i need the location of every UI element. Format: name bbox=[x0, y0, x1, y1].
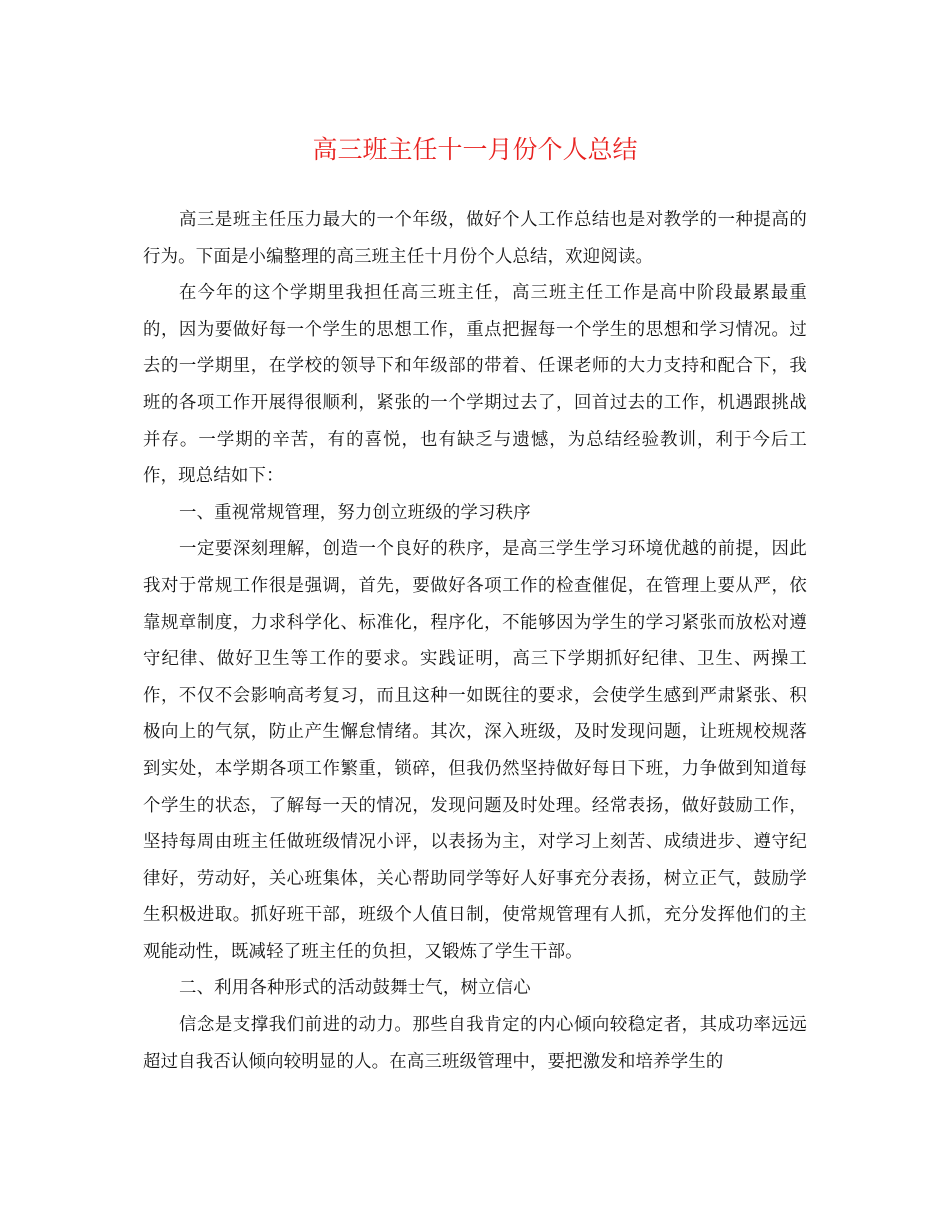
section-heading-1: 一、重视常规管理，努力创立班级的学习秩序 bbox=[179, 502, 531, 523]
document-body bbox=[143, 202, 807, 1080]
document-title: 高三班主任十一月份个人总结 bbox=[312, 135, 638, 164]
paragraph-overview: 在今年的这个学期里我担任高三班主任，高三班主任工作是高中阶段最累最重的，因为要做好每一个学生的思想工作，重点把握每一个学生的思想和学习情况。过去的一学期里，在学校的领导下和年级部的带着、任课老师的大力支持和配合下，我班的各项工作开展得很顺利，紧张的一个学期过去了，回首过去的工作，机遇跟挑战并存。一学期的辛苦，有的喜悦，也有缺乏与遗憾，为总结经验教训，利于今后工作，现总结如下： bbox=[143, 283, 807, 487]
paragraph-section-1: 一定要深刻理解，创造一个良好的秩序，是高三学生学习环境优越的前提，因此我对于常规工作很是强调，首先，要做好各项工作的检查催促，在管理上要从严，依靠规章制度，力求科学化、标准化，程序化，不能够因为学生的学习紧张而放松对遵守纪律、做好卫生等工作的要求。实践证明，高三下学期抓好纪律、卫生、两操工作，不仅不会影响高考复习，而且这种一如既往的要求，会使学生感到严肃紧张、积极向上的气氛，防止产生懈怠情绪。其次，深入班级，及时发现问题，让班规校规落到实处，本学期各项工作繁重，锁碎，但我仍然坚持做好每日下班，力争做到知道每个学生的状态，了解每一天的情况，发现问题及时处理。经常表扬，做好鼓励工作，坚持每周由班主任做班级情况小评，以表扬为主，对学习上刻苦、成绩进步、遵守纪律好，劳动好，关心班集体，关心帮助同学等好人好事充分表扬，树立正气，鼓励学生积极进取。抓好班干部，班级个人值日制，使常规管理有人抓，充分发挥他们的主观能动性，既减轻了班主任的负担，又锻炼了学生干部。 bbox=[143, 539, 807, 962]
paragraph-section-2: 信念是支撑我们前进的动力。那些自我肯定的内心倾向较稳定者，其成功率远远超过自我否认倾向较明显的人。在高三班级管理中，要把激发和培养学生的 bbox=[143, 1015, 807, 1072]
paragraph-intro: 高三是班主任压力最大的一个年级，做好个人工作总结也是对教学的一种提高的行为。下面是小编整理的高三班主任十月份个人总结，欢迎阅读。 bbox=[143, 210, 807, 267]
section-heading-2: 二、利用各种形式的活动鼓舞士气，树立信心 bbox=[179, 978, 531, 999]
